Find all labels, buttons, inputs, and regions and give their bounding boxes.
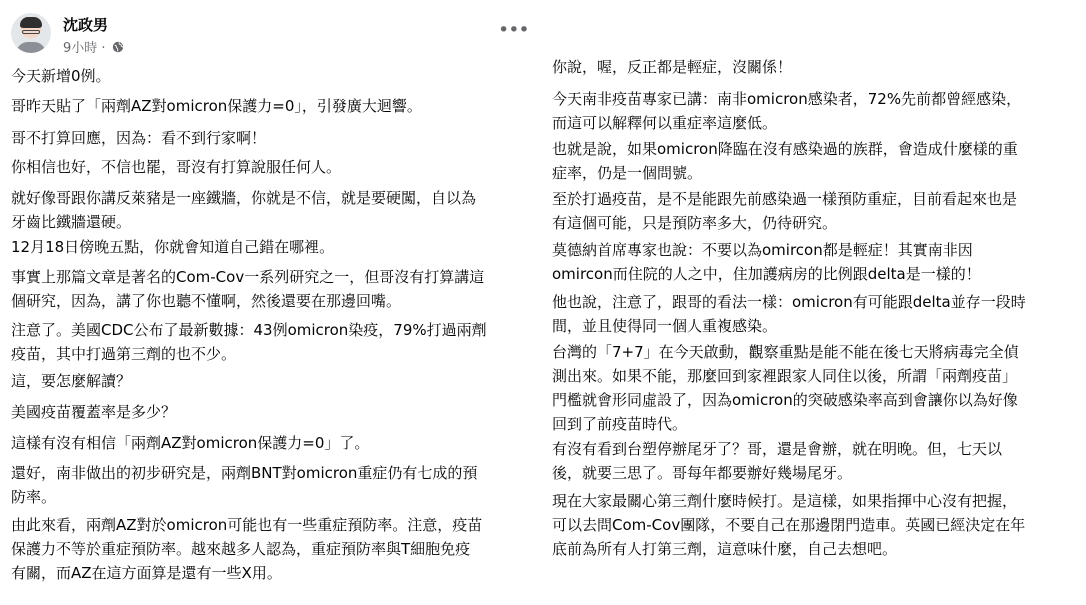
paragraph-line: 門檻就會形同虛設了，因為omicron的突破感染率高到會讓你以為好像 <box>552 391 1018 409</box>
paragraph-line: 測出來。如果不能，那麼回到家裡跟家人同住以後，所謂「兩劑疫苗」 <box>552 367 1018 385</box>
post-paragraph <box>11 461 526 509</box>
avatar-shirt <box>16 42 46 53</box>
paragraph-line: 今天新增0例。 <box>11 67 111 85</box>
more-options-button[interactable] <box>498 17 528 47</box>
paragraph-line: 保護力不等於重症預防率。越來越多人認為，重症預防率與T細胞免疫 <box>11 540 471 558</box>
paragraph-line: 今天南非疫苗專家已講：南非omicron感染者，72%先前都曾經感染， <box>552 90 1022 108</box>
post-paragraph <box>552 137 1067 185</box>
post-paragraph <box>11 64 526 88</box>
paragraph-line: 美國疫苗覆蓋率是多少？ <box>11 403 177 421</box>
paragraph-line: 間，並且使得同一個人重複感染。 <box>552 317 778 335</box>
post-paragraph <box>11 369 526 393</box>
post-paragraph <box>11 235 526 259</box>
post-paragraph <box>11 94 526 118</box>
paragraph-line: 注意了。美國CDC公布了最新數據：43例omicron染疫，79%打過兩劑 <box>11 321 487 339</box>
paragraph-line: 防率。 <box>11 488 57 506</box>
paragraph-line: 這樣有沒有相信「兩劑AZ對omicron保護力=0」了。 <box>11 434 370 452</box>
post-paragraph <box>11 186 526 234</box>
post-meta <box>63 37 124 56</box>
paragraph-line: 底前為所有人打第三劑，這意味什麼，自己去想吧。 <box>552 540 898 558</box>
post-paragraph <box>11 265 526 313</box>
paragraph-line: 現在大家最關心第三劑什麼時候打。是這樣，如果指揮中心沒有把握， <box>552 492 1018 510</box>
paragraph-line: 事實上那篇文章是著名的Com-Cov一系列研究之一，但哥沒有打算講這 <box>11 268 485 286</box>
paragraph-line: 你相信也好，不信也罷，哥沒有打算說服任何人。 <box>11 158 342 176</box>
post-paragraph <box>11 126 526 150</box>
post-paragraph <box>552 290 1067 338</box>
meta-separator: · <box>101 41 106 56</box>
paragraph-line: 由此來看，兩劑AZ對於omicron可能也有一些重症預防率。注意，疫苗 <box>11 516 483 534</box>
post-paragraph <box>552 340 1067 436</box>
paragraph-line: 12月18日傍晚五點，你就會知道自己錯在哪裡。 <box>11 238 335 256</box>
paragraph-line: 這，要怎麼解讀？ <box>11 372 132 390</box>
post-paragraph <box>11 318 526 366</box>
paragraph-line: omircon而住院的人之中，住加護病房的比例跟delta是一樣的！ <box>552 265 981 283</box>
post-paragraph <box>11 155 526 179</box>
paragraph-line: 還好，南非做出的初步研究是，兩劑BNT對omicron重症仍有七成的預 <box>11 464 478 482</box>
paragraph-line: 有沒有看到台塑停辦尾牙了？哥，還是會辦，就在明晚。但，七天以 <box>552 440 1003 458</box>
paragraph-line: 哥昨天貼了「兩劑AZ對omicron保護力=0」，引發廣大迴響。 <box>11 97 422 115</box>
post-header <box>11 13 531 59</box>
post-paragraph <box>11 400 526 424</box>
paragraph-line: 台灣的「7+7」在今天啟動，觀察重點是能不能在後七天將病毒完全偵 <box>552 343 1019 361</box>
post-paragraph <box>11 431 526 455</box>
paragraph-line: 至於打過疫苗，是不是能跟先前感染過一樣預防重症，目前看起來也是 <box>552 190 1018 208</box>
post-time[interactable]: 9小時 <box>63 41 98 56</box>
more-horizontal-icon: ••• <box>498 19 529 41</box>
paragraph-line: 也就是說，如果omicron降臨在沒有感染過的族群，會造成什麼樣的重 <box>552 140 1018 158</box>
avatar-glasses <box>22 30 40 34</box>
paragraph-line: 哥不打算回應，因為：看不到行家啊！ <box>11 129 267 147</box>
paragraph-line: 牙齒比鐵牆還硬。 <box>11 213 132 231</box>
paragraph-line: 他也說，注意了，跟哥的看法一樣：omicron有可能跟delta並存一段時 <box>552 293 1026 311</box>
paragraph-line: 可以去問Com-Cov團隊，不要自己在那邊閉門造車。英國已經決定在年 <box>552 516 1026 534</box>
avatar-hair <box>20 17 42 28</box>
paragraph-line: 莫德納首席專家也說：不要以為omircon都是輕症！其實南非因 <box>552 241 973 259</box>
paragraph-line: 症率，仍是一個問號。 <box>552 164 703 182</box>
post-paragraph <box>552 87 1067 135</box>
paragraph-line: 後，就要三思了。哥每年都要辦好幾場尾牙。 <box>552 464 853 482</box>
post-paragraph <box>552 187 1067 235</box>
post-paragraph <box>552 238 1067 286</box>
post-paragraph <box>11 513 526 585</box>
post-paragraph <box>552 489 1067 561</box>
paragraph-line: 有關，而AZ在這方面算是還有一些X用。 <box>11 564 282 582</box>
paragraph-line: 回到了前疫苗時代。 <box>552 415 688 433</box>
paragraph-line: 你說，喔，反正都是輕症，沒關係！ <box>552 58 793 76</box>
globe-icon[interactable] <box>112 41 124 53</box>
post-paragraph <box>552 437 1067 485</box>
paragraph-line: 有這個可能，只是預防率多大，仍待研究。 <box>552 214 838 232</box>
author-name[interactable]: 沈政男 <box>63 16 109 34</box>
paragraph-line: 就好像哥跟你講反萊豬是一座鐵牆，你就是不信，就是要硬闖，自以為 <box>11 189 477 207</box>
post-paragraph <box>552 55 1067 79</box>
avatar[interactable] <box>11 13 51 53</box>
paragraph-line: 而這可以解釋何以重症率這麼低。 <box>552 114 778 132</box>
paragraph-line: 疫苗，其中打過第三劑的也不少。 <box>11 345 237 363</box>
paragraph-line: 個研究，因為，講了你也聽不懂啊，然後還要在那邊回嘴。 <box>11 292 402 310</box>
